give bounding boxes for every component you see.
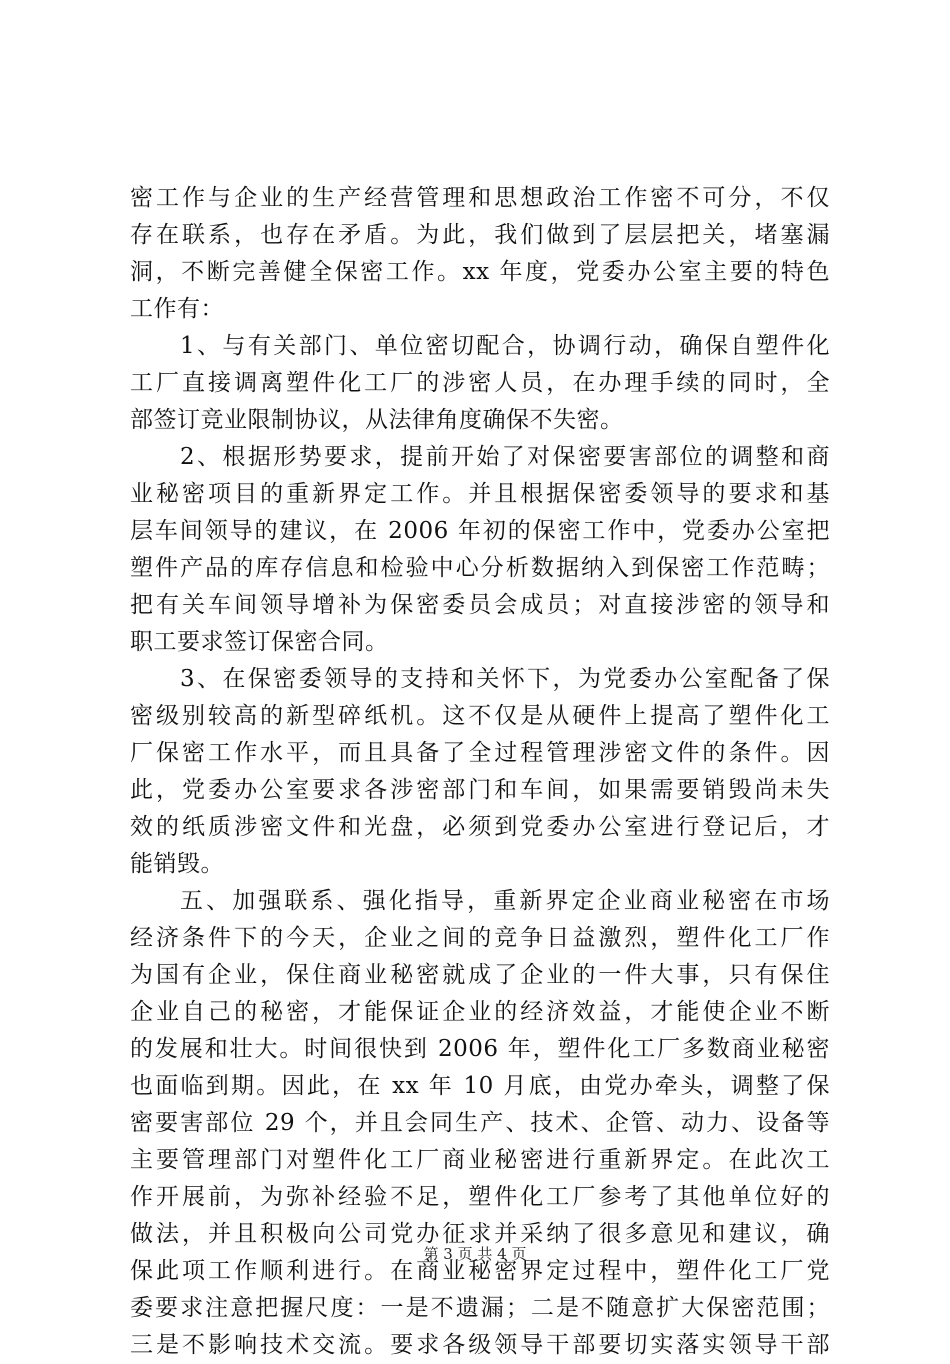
text-line: 职工要求签订保密合同。 [130,629,389,655]
text-line: 层车间领导的建议，在 2006 年初的保密工作中，党委办公室把 [130,518,830,544]
text-line: 业秘密项目的重新界定工作。并且根据保密委领导的要求和基 [130,481,830,507]
text-line: 主要管理部门对塑件化工厂商业秘密进行重新界定。在此次工 [130,1147,830,1173]
text-line: 经济条件下的今天，企业之间的竞争日益激烈，塑件化工厂作 [130,925,830,951]
text-line: 密级别较高的新型碎纸机。这不仅是从硬件上提高了塑件化工 [130,703,830,729]
text-line: 把有关车间领导增补为保密委员会成员；对直接涉密的领导和 [130,592,830,618]
text-line: 3、在保密委领导的支持和关怀下，为党委办公室配备了保 [180,666,830,692]
text-line: 部签订竞业限制协议，从法律角度确保不失密。 [130,407,624,433]
text-line: 五、加强联系、强化指导，重新界定企业商业秘密在市场 [180,888,830,914]
text-line: 委要求注意把握尺度：一是不遗漏；二是不随意扩大保密范围； [130,1295,830,1321]
text-line: 塑件产品的库存信息和检验中心分析数据纳入到保密工作范畴； [130,555,830,581]
text-line: 密工作与企业的生产经营管理和思想政治工作密不可分，不仅 [130,185,830,211]
text-line: 企业自己的秘密，才能保证企业的经济效益，才能使企业不断 [130,999,830,1025]
text-line: 2、根据形势要求，提前开始了对保密要害部位的调整和商 [180,444,830,470]
text-line: 效的纸质涉密文件和光盘，必须到党委办公室进行登记后，才 [130,814,830,840]
text-line: 洞，不断完善健全保密工作。xx 年度，党委办公室主要的特色 [130,259,830,285]
text-line: 作开展前，为弥补经验不足，塑件化工厂参考了其他单位好的 [130,1184,830,1210]
text-line: 保此项工作顺利进行。在商业秘密界定过程中，塑件化工厂党 [130,1258,830,1284]
document-body [130,180,830,1364]
text-line: 能销毁。 [130,851,224,877]
text-line: 工厂直接调离塑件化工厂的涉密人员，在办理手续的同时，全 [130,370,830,396]
text-line: 1、与有关部门、单位密切配合，协调行动，确保自塑件化 [180,333,830,359]
text-line: 做法，并且积极向公司党办征求并采纳了很多意见和建议，确 [130,1221,830,1247]
text-line: 为国有企业，保住商业秘密就成了企业的一件大事，只有保住 [130,962,830,988]
text-line: 三是不影响技术交流。要求各级领导干部要切实落实领导干部 [130,1332,830,1358]
text-line: 存在联系，也存在矛盾。为此，我们做到了层层把关，堵塞漏 [130,222,830,248]
text-line: 密要害部位 29 个，并且会同生产、技术、企管、动力、设备等 [130,1110,830,1136]
text-line: 的发展和壮大。时间很快到 2006 年，塑件化工厂多数商业秘密 [130,1036,830,1062]
text-line: 工作有： [130,296,224,322]
text-line: 也面临到期。因此，在 xx 年 10 月底，由党办牵头，调整了保 [130,1073,830,1099]
text-line: 厂保密工作水平，而且具备了全过程管理涉密文件的条件。因 [130,740,830,766]
page-footer: 第 3 页 共 4 页 [423,1245,527,1263]
text-line: 此，党委办公室要求各涉密部门和车间，如果需要销毁尚未失 [130,777,830,803]
